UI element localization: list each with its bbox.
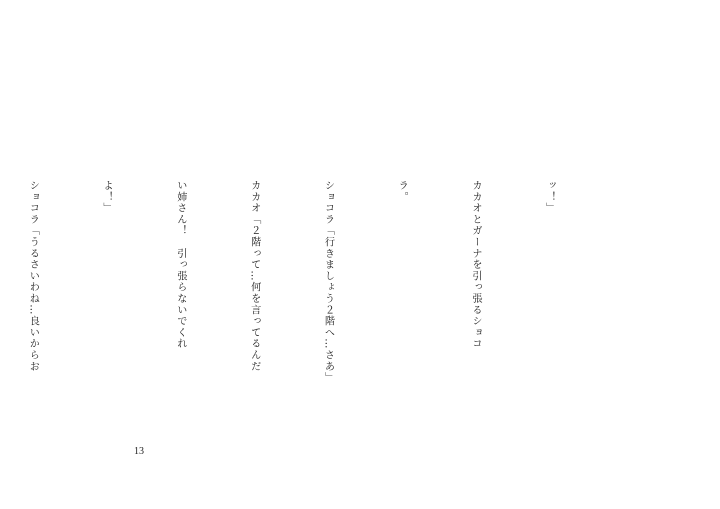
text-line: ラ。 [396,180,408,203]
text-line: カカオとガーナを引っ張るショコ [470,180,482,350]
text-line: ッ！」 [543,180,555,214]
text-line: よ！」 [101,180,113,214]
text-line: ショコラ「行きましょう２階へ…さあ」 [322,180,334,384]
page-number: 13 [134,446,144,457]
text-line: ショコラ「うるさいわね…良いからお [27,180,39,373]
vertical-text-body [0,180,610,430]
text-line: カカオ「２階って…何を言ってるんだ [248,180,260,373]
text-line: い姉さん！ 引っ張らないでくれ [174,180,186,350]
